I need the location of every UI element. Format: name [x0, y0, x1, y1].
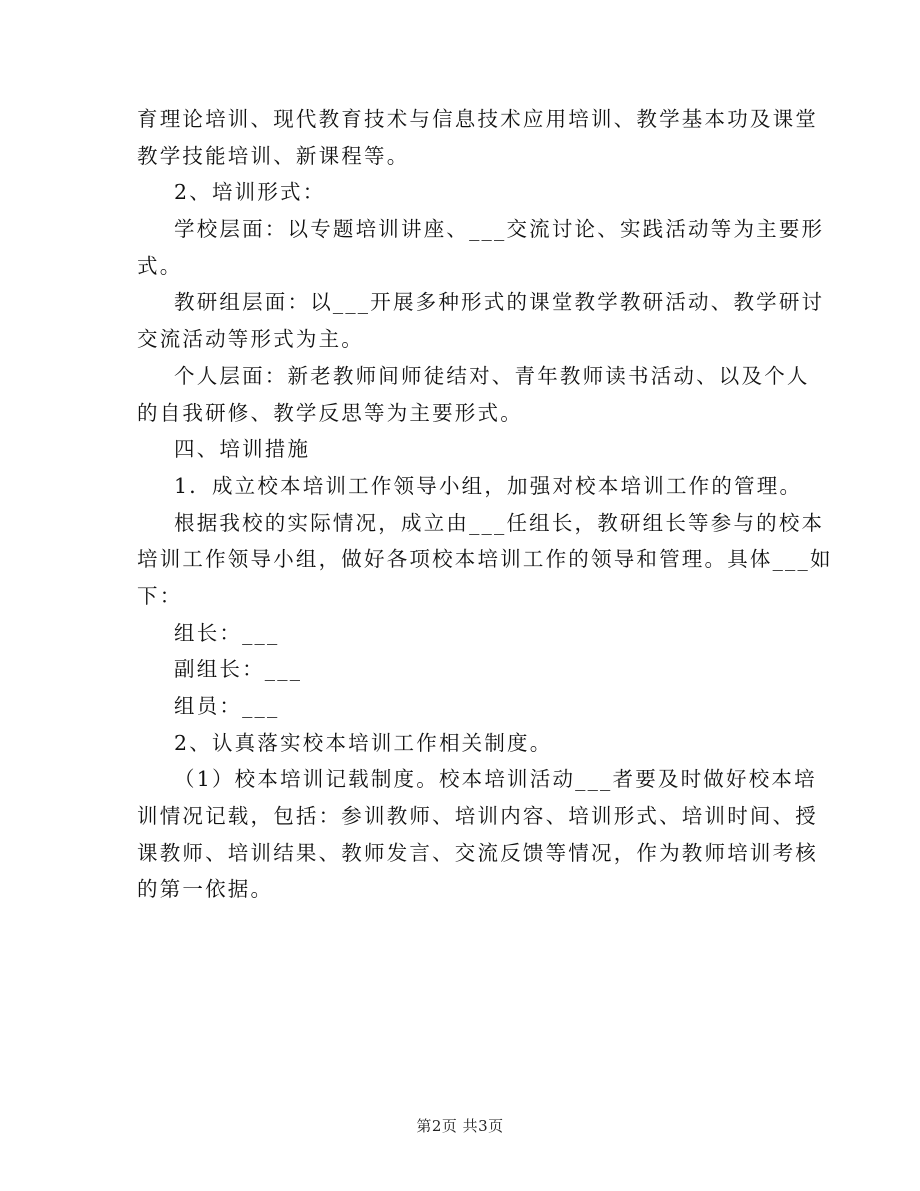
text-line: 个人层面：新老教师间师徒结对、青年教师读书活动、以及个人	[174, 363, 810, 388]
text-line: 根据我校的实际情况，成立由___任组长，教研组长等参与的校本	[174, 510, 825, 535]
text-line: 教研组层面：以___开展多种形式的课堂教学教研活动、教学研讨	[174, 290, 825, 315]
role-line: 组员：___	[174, 694, 280, 718]
page-number: 第2页 共3页	[416, 1117, 504, 1135]
subsection-heading: 1．成立校本培训工作领导小组，加强对校本培训工作的管理。	[174, 473, 803, 498]
subsection-heading: 2、认真落实校本培训工作相关制度。	[174, 730, 553, 755]
text-line: 训情况记载，包括：参训教师、培训内容、培训形式、培训时间、授	[137, 804, 818, 829]
text-line: 课教师、培训结果、教师发言、交流反馈等情况，作为教师培训考核	[137, 840, 818, 865]
text-line: 育理论培训、现代教育技术与信息技术应用培训、教学基本功及课堂	[137, 107, 818, 131]
text-line: 式。	[137, 253, 183, 278]
section-heading: 2、培训形式：	[174, 180, 326, 205]
text-line: 交流活动等形式为主。	[137, 327, 364, 352]
text-line: 培训工作领导小组，做好各项校本培训工作的领导和管理。具体___如	[137, 547, 833, 572]
text-line: 的自我研修、教学反思等为主要形式。	[137, 400, 523, 425]
text-line: 学校层面：以专题培训讲座、___交流讨论、实践活动等为主要形	[174, 217, 825, 242]
role-line: 副组长：___	[174, 657, 303, 682]
role-line: 组长：___	[174, 620, 280, 645]
text-line: （1）校本培训记载制度。校本培训活动___者要及时做好校本培	[174, 767, 817, 792]
text-line: 的第一依据。	[137, 877, 274, 902]
text-line: 下：	[137, 583, 183, 608]
text-line: 教学技能培训、新课程等。	[137, 143, 410, 168]
document-body	[137, 101, 833, 908]
section-heading: 四、培训措施	[174, 437, 311, 462]
